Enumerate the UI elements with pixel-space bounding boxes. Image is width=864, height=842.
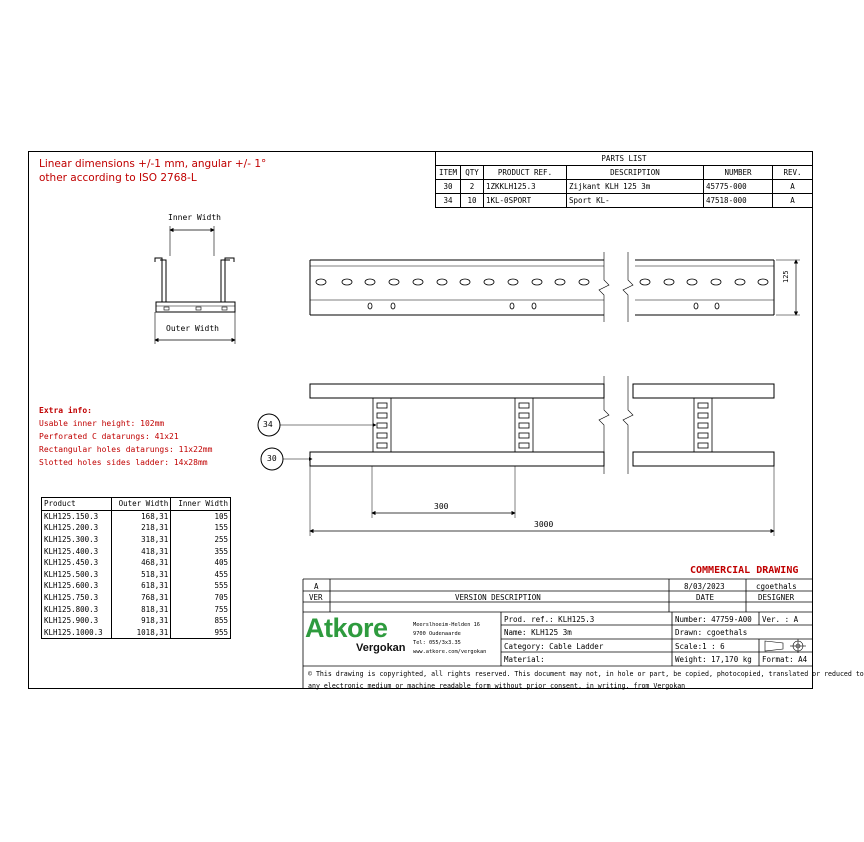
parts-header: NUMBER — [704, 166, 773, 180]
parts-header: ITEM — [436, 166, 461, 180]
top-view — [258, 376, 774, 536]
address-line: 9700 Oudenaarde — [413, 631, 461, 637]
parts-header: DESCRIPTION — [567, 166, 704, 180]
table-row — [42, 569, 231, 581]
parts-cell: 10 — [461, 194, 484, 208]
balloon-rung: 34 — [263, 420, 273, 429]
height-dimension: 125 — [782, 270, 790, 283]
extra-info-line: Perforated C datarungs: 41x21 — [39, 432, 179, 441]
pitch-dimension: 300 — [434, 502, 449, 511]
size-cell: KLH125.450.3 — [42, 557, 112, 569]
size-cell: 705 — [171, 592, 231, 604]
drawing-number: Number: 47759-A00 — [675, 615, 752, 624]
address-line: www.atkore.com/vergokan — [413, 649, 487, 655]
size-cell: KLH125.150.3 — [42, 510, 112, 522]
extra-info-line: Rectangular holes datarungs: 11x22mm — [39, 445, 213, 454]
size-cell: KLH125.750.3 — [42, 592, 112, 604]
size-cell: 855 — [171, 615, 231, 627]
parts-cell: A — [773, 180, 813, 194]
format: Format: A4 — [762, 655, 808, 664]
product-name: Name: KLH125 3m — [504, 628, 572, 637]
drawn-by: Drawn: cgoethals — [675, 628, 748, 637]
material: Material: — [504, 655, 545, 664]
size-cell: 405 — [171, 557, 231, 569]
size-cell: 1018,31 — [111, 627, 171, 639]
size-cell: 955 — [171, 627, 231, 639]
table-row — [42, 534, 231, 546]
size-cell: 318,31 — [111, 534, 171, 546]
vergokan-logo: Vergokan — [356, 642, 406, 654]
size-cell: KLH125.900.3 — [42, 615, 112, 627]
extra-info — [39, 404, 212, 469]
copyright-notice — [308, 668, 864, 692]
size-cell: KLH125.1000.3 — [42, 627, 112, 639]
side-view — [310, 252, 800, 322]
parts-cell: 45775-000 — [704, 180, 773, 194]
parts-cell: 1ZKKLH125.3 — [484, 180, 567, 194]
size-cell: 105 — [171, 510, 231, 522]
size-cell: 918,31 — [111, 615, 171, 627]
size-header: Outer Width — [111, 498, 171, 511]
parts-cell: Zijkant KLH 125 3m — [567, 180, 704, 194]
parts-header: QTY — [461, 166, 484, 180]
size-cell: 168,31 — [111, 510, 171, 522]
weight: Weight: 17,170 kg — [675, 655, 752, 664]
address-line: Meerslhoeim-Helden 16 — [413, 622, 480, 628]
extra-info-line: Usable inner height: 102mm — [39, 419, 165, 428]
size-cell: 518,31 — [111, 569, 171, 581]
table-row — [42, 545, 231, 557]
designer-label: DESIGNER — [758, 593, 795, 602]
copyright-line: any electronic medium or machine readable form without prior consent, in writing, from Vergokan — [308, 682, 686, 690]
version-description-label: VERSION DESCRIPTION — [455, 593, 541, 602]
size-cell: KLH125.200.3 — [42, 522, 112, 534]
date-label: DATE — [696, 593, 715, 602]
parts-cell: A — [773, 194, 813, 208]
size-cell: KLH125.400.3 — [42, 545, 112, 557]
length-dimension: 3000 — [534, 520, 554, 529]
version-value: A — [314, 582, 319, 591]
parts-cell: Sport KL- — [567, 194, 704, 208]
size-cell: 218,31 — [111, 522, 171, 534]
parts-cell: 34 — [436, 194, 461, 208]
size-header: Inner Width — [171, 498, 231, 511]
size-table — [41, 497, 231, 639]
product-category: Category: Cable Ladder — [504, 642, 604, 651]
tolerance-line-1: Linear dimensions +/-1 mm, angular +/- 1° — [39, 158, 267, 170]
table-row — [42, 522, 231, 534]
atkore-logo: Atkore — [305, 613, 388, 643]
scale: Scale:1 : 6 — [675, 642, 725, 651]
parts-header: REV. — [773, 166, 813, 180]
balloon-side: 30 — [267, 454, 277, 463]
size-cell: 468,31 — [111, 557, 171, 569]
parts-cell: 1KL-0SPORT — [484, 194, 567, 208]
inner-width-label: Inner Width — [168, 213, 221, 222]
designer-value: cgoethals — [756, 582, 797, 591]
parts-cell: 47518-000 — [704, 194, 773, 208]
table-row — [42, 603, 231, 615]
size-cell: 455 — [171, 569, 231, 581]
extra-info-title: Extra info: — [39, 406, 92, 415]
date-value: 8/03/2023 — [684, 582, 725, 591]
size-cell: 555 — [171, 580, 231, 592]
parts-header: PRODUCT REF. — [484, 166, 567, 180]
table-row — [42, 510, 231, 522]
size-cell: KLH125.500.3 — [42, 569, 112, 581]
size-cell: KLH125.600.3 — [42, 580, 112, 592]
size-cell: KLH125.300.3 — [42, 534, 112, 546]
size-header: Product — [42, 498, 112, 511]
parts-cell: 2 — [461, 180, 484, 194]
parts-cell: 30 — [436, 180, 461, 194]
outer-width-label: Outer Width — [166, 324, 219, 333]
size-cell: 155 — [171, 522, 231, 534]
tolerance-line-2: other according to ISO 2768-L — [39, 172, 197, 184]
size-cell: 418,31 — [111, 545, 171, 557]
size-cell: 355 — [171, 545, 231, 557]
table-row — [42, 592, 231, 604]
size-cell: KLH125.800.3 — [42, 603, 112, 615]
size-cell: 768,31 — [111, 592, 171, 604]
extra-info-line: Slotted holes sides ladder: 14x28mm — [39, 458, 208, 467]
commercial-drawing-label: COMMERCIAL DRAWING — [690, 565, 799, 576]
company-address — [413, 621, 486, 657]
parts-list-title: PARTS LIST — [436, 152, 813, 166]
drawing-version: Ver. : A — [762, 615, 799, 624]
size-cell: 618,31 — [111, 580, 171, 592]
table-row — [42, 615, 231, 627]
table-row — [42, 557, 231, 569]
size-cell: 255 — [171, 534, 231, 546]
product-ref: Prod. ref.: KLH125.3 — [504, 615, 595, 624]
ver-label: VER — [309, 593, 323, 602]
table-row — [42, 580, 231, 592]
table-row — [42, 627, 231, 639]
address-line: Tel: 055/3x3.35 — [413, 640, 461, 646]
copyright-line: © This drawing is copyrighted, all rights reserved. This document may not, in hole or part, be copied, photocopied, translated or reduced to — [308, 670, 864, 678]
size-cell: 818,31 — [111, 603, 171, 615]
size-cell: 755 — [171, 603, 231, 615]
